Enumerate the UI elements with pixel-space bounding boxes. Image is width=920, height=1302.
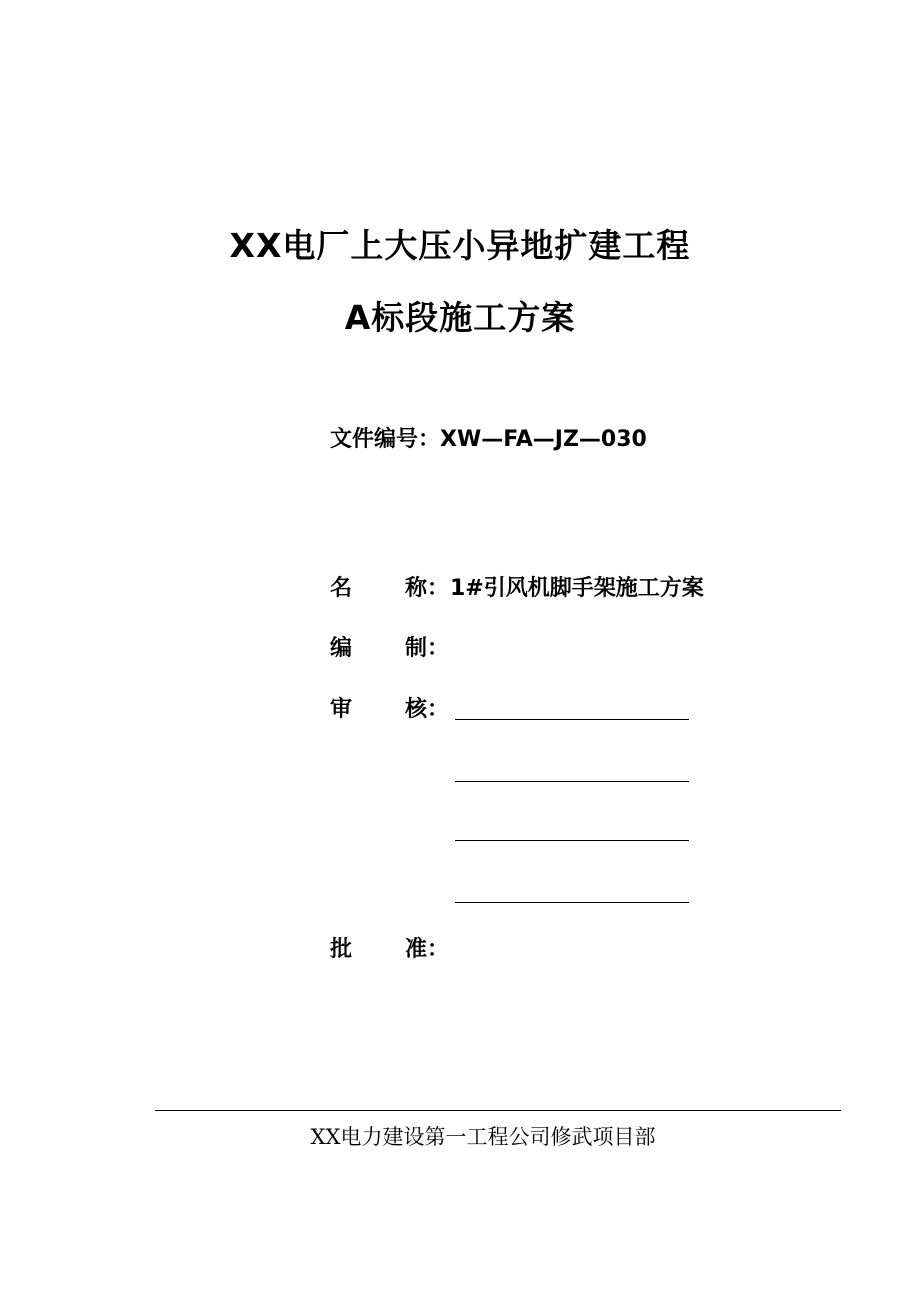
compile-label-char2: 制：: [405, 636, 450, 661]
review-label-char1: 审: [330, 697, 353, 722]
name-value: 1#引风机脚手架施工方案: [450, 576, 704, 601]
approve-label-char1: 批: [330, 937, 353, 962]
section-title: A标段施工方案: [344, 298, 576, 337]
footer-organization: XX电力建设第一工程公司修武项目部: [310, 1125, 656, 1149]
document-number-value: XW—FA—JZ—030: [440, 427, 647, 452]
approve-label-char2: 准：: [405, 937, 450, 962]
document-number-label: 文件编号：: [330, 427, 441, 452]
name-label-char2: 称：: [405, 576, 450, 601]
review-label-char2: 核：: [405, 697, 450, 722]
project-title: XX电厂上大压小异地扩建工程: [229, 226, 691, 265]
compile-label-char1: 编: [330, 636, 353, 661]
name-label-char1: 名: [330, 576, 353, 601]
